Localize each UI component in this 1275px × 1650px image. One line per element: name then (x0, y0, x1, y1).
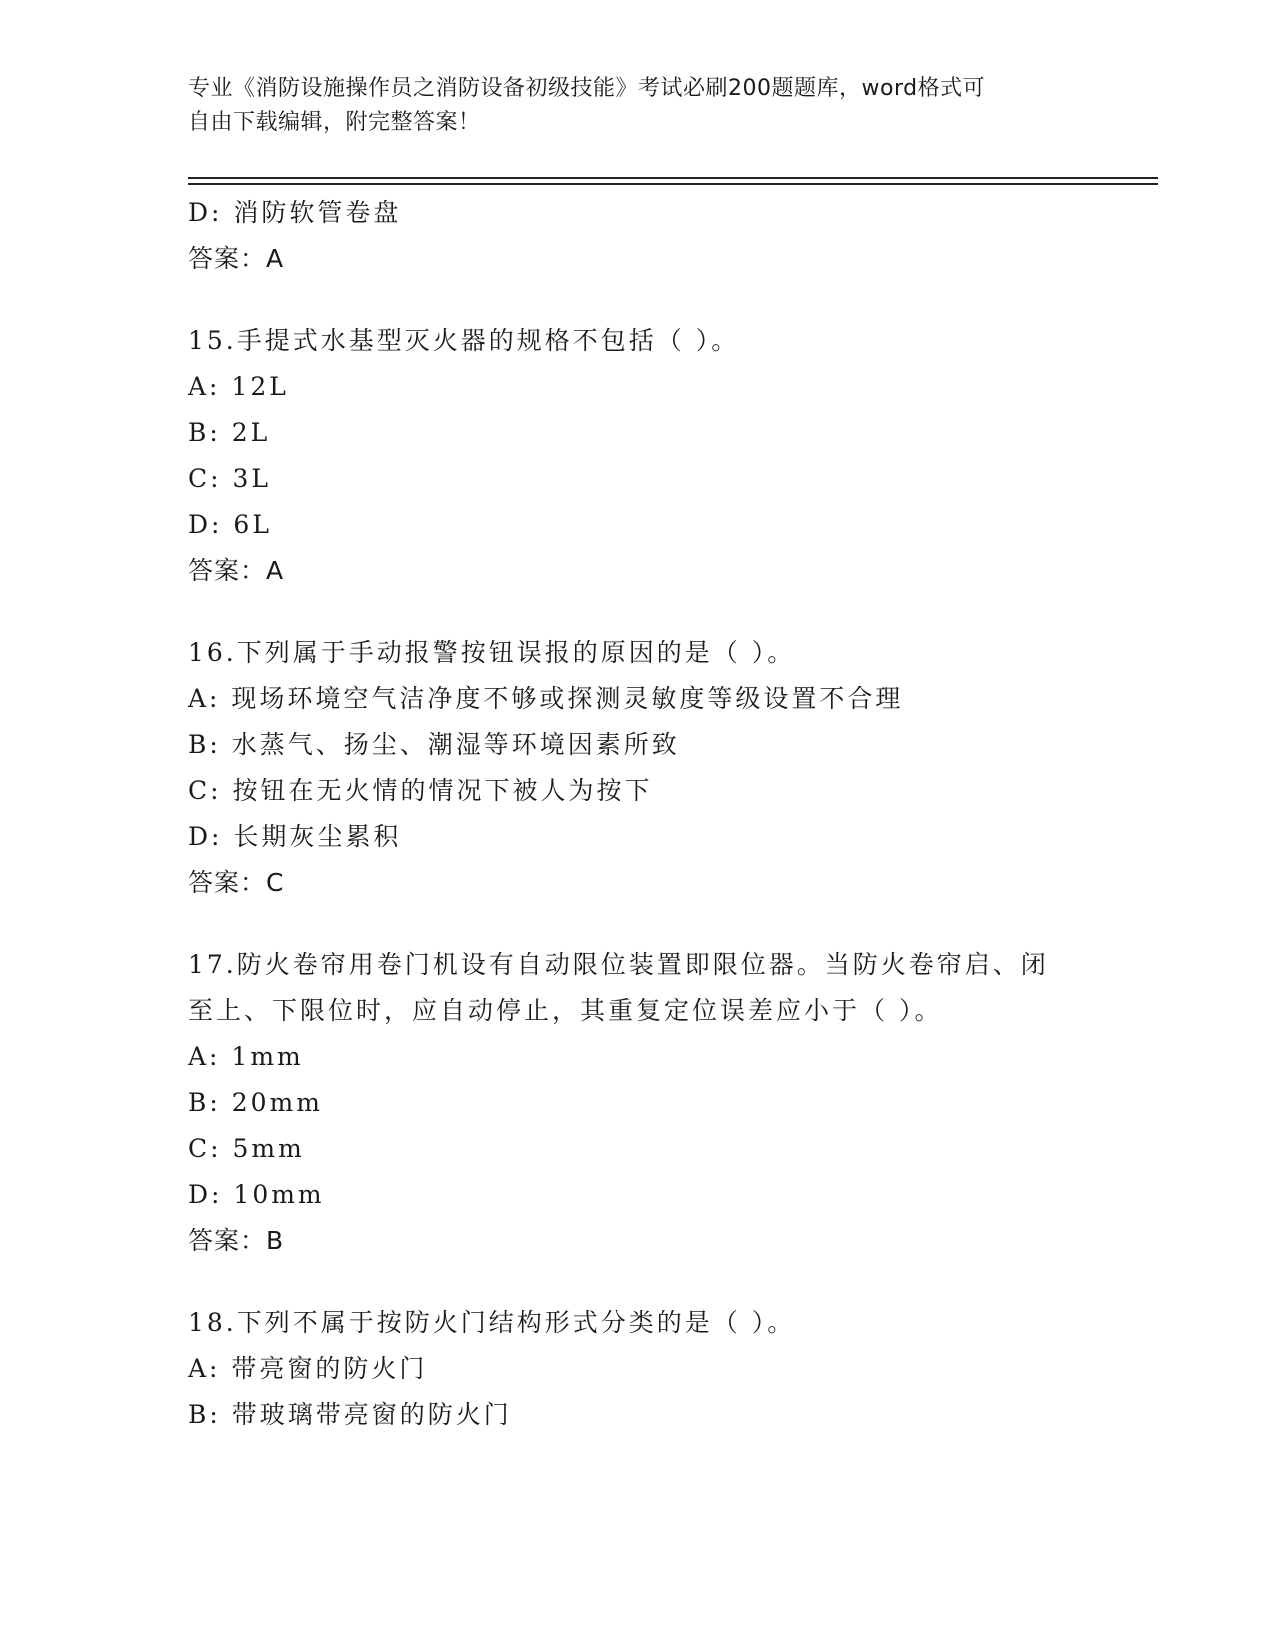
prev-option-d: D: 消防软管卷盘 (188, 198, 402, 227)
header-line-1: 专业《消防设施操作员之消防设备初级技能》考试必刷200题题库，word格式可 (188, 76, 986, 101)
question-17-option-a: A: 1mm (188, 1042, 304, 1071)
question-17-text-line-2: 至上、下限位时，应自动停止，其重复定位误差应小于（ ）。 (188, 996, 943, 1025)
question-17-text-line-1: 17.防火卷帘用卷门机设有自动限位装置即限位器。当防火卷帘启、闭 (188, 950, 1049, 979)
document-header (188, 72, 1068, 140)
header-line-2: 自由下载编辑，附完整答案！ (188, 110, 481, 135)
question-16-option-d: D: 长期灰尘累积 (188, 822, 402, 851)
prev-answer: 答案：A (188, 244, 285, 273)
question-16-option-a: A: 现场环境空气洁净度不够或探测灵敏度等级设置不合理 (188, 684, 904, 713)
question-15-option-a: A: 12L (188, 372, 289, 401)
question-15-answer: 答案：A (188, 556, 285, 585)
question-17-option-b: B: 20mm (188, 1088, 323, 1117)
question-17-answer: 答案：B (188, 1226, 285, 1255)
question-15-option-b: B: 2L (188, 418, 271, 447)
question-18-option-a: A: 带亮窗的防火门 (188, 1354, 428, 1383)
spacer (188, 282, 1088, 318)
question-16-text: 16.下列属于手动报警按钮误报的原因的是（ ）。 (188, 638, 796, 667)
question-17-option-d: D: 10mm (188, 1180, 325, 1209)
question-18-text: 18.下列不属于按防火门结构形式分类的是（ ）。 (188, 1308, 796, 1337)
question-16-option-b: B: 水蒸气、扬尘、潮湿等环境因素所致 (188, 730, 680, 759)
header-rule-bottom (188, 183, 1158, 185)
question-15-option-c: C: 3L (188, 464, 272, 493)
question-16-option-c: C: 按钮在无火情的情况下被人为按下 (188, 776, 653, 805)
question-15-text: 15.手提式水基型灭火器的规格不包括（ ）。 (188, 326, 740, 355)
header-rule-top (188, 177, 1158, 179)
spacer (188, 594, 1088, 630)
spacer (188, 1264, 1088, 1300)
question-15-option-d: D: 6L (188, 510, 272, 539)
question-16-answer: 答案：C (188, 868, 285, 897)
spacer (188, 906, 1088, 942)
question-list (188, 190, 1088, 1438)
question-18-option-b: B: 带玻璃带亮窗的防火门 (188, 1400, 512, 1429)
question-17-option-c: C: 5mm (188, 1134, 305, 1163)
